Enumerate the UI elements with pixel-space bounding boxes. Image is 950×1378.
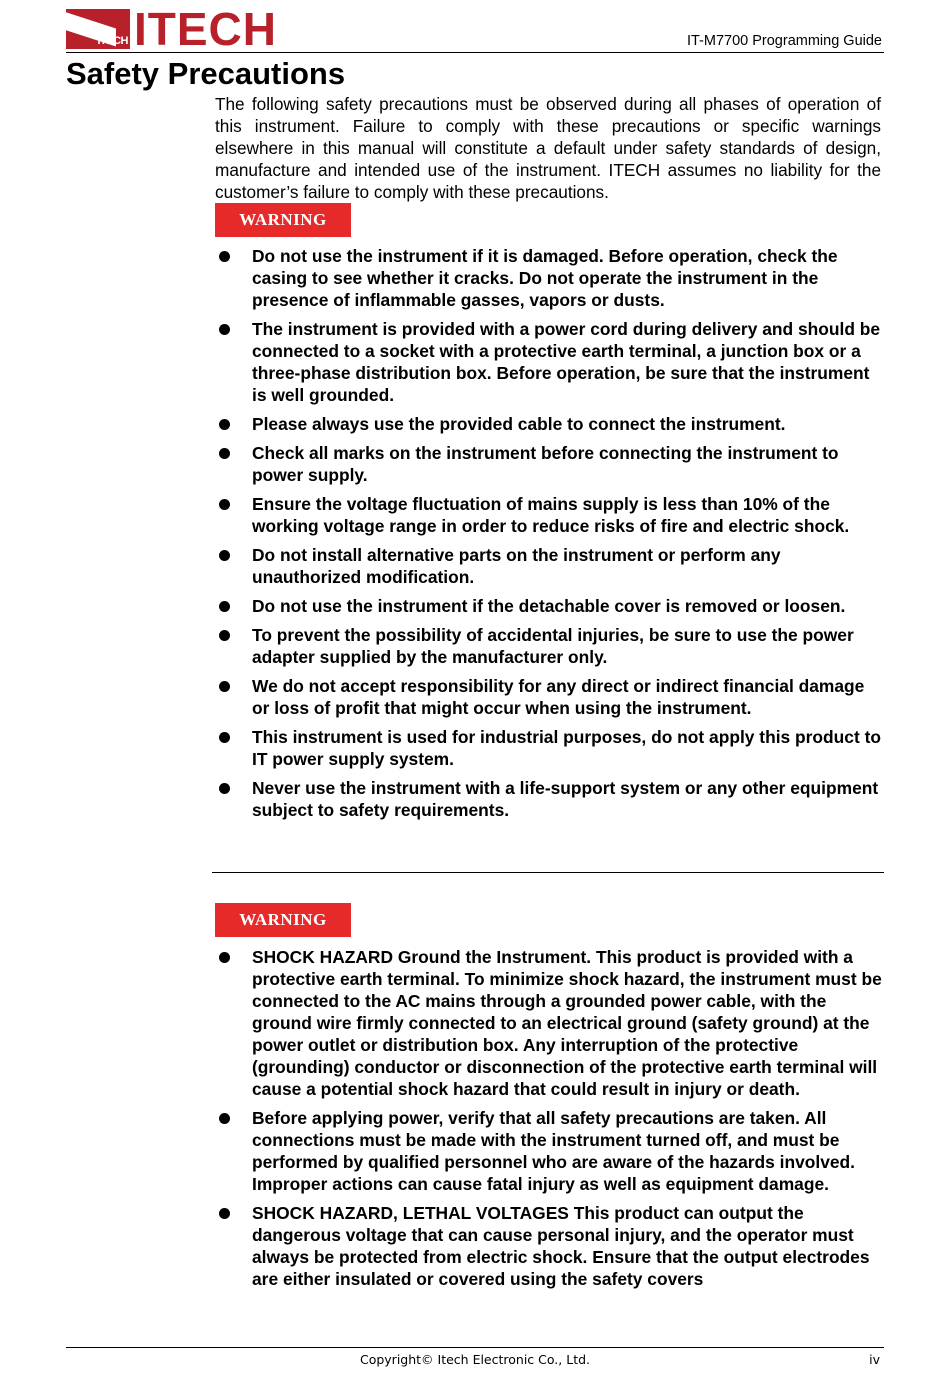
itech-logo xyxy=(66,3,277,55)
bullet-icon xyxy=(219,601,230,612)
list-item: SHOCK HAZARD, LETHAL VOLTAGES This product can output the dangerous voltage that can cause personal injury, and the operator must always be protected from electric shock. Ensure that the output electrodes are either insulated or covered using the safety covers xyxy=(215,1202,885,1290)
bullet-icon xyxy=(219,499,230,510)
logo-small-text: ITECH xyxy=(97,35,128,47)
page-title: Safety Precautions xyxy=(66,56,346,91)
bullet-icon xyxy=(219,1113,230,1124)
bullet-icon xyxy=(219,419,230,430)
document-title: IT-M7700 Programming Guide xyxy=(686,33,882,49)
bullet-icon xyxy=(219,630,230,641)
warning-badge-2: WARNING xyxy=(215,903,351,937)
bullet-icon xyxy=(219,732,230,743)
list-item: Do not use the instrument if the detachable cover is removed or loosen. xyxy=(215,595,885,617)
list-item: To prevent the possibility of accidental injuries, be sure to use the power adapter supplied by the manufacturer only. xyxy=(215,624,885,668)
list-item: The instrument is provided with a power cord during delivery and should be connected to a socket with a protective earth terminal, a junction box or a three-phase distribution box. Before operation, be sure that the instrument is well grounded. xyxy=(215,318,885,406)
bullet-icon xyxy=(219,952,230,963)
bullet-icon xyxy=(219,251,230,262)
footer-divider xyxy=(66,1347,884,1348)
logo-badge xyxy=(66,9,130,49)
section-divider xyxy=(212,872,884,873)
bullet-icon xyxy=(219,324,230,335)
bullet-icon xyxy=(219,681,230,692)
bullet-icon xyxy=(219,550,230,561)
list-item: Never use the instrument with a life-support system or any other equipment subject to safety requirements. xyxy=(215,777,885,821)
list-item: This instrument is used for industrial purposes, do not apply this product to IT power supply system. xyxy=(215,726,885,770)
copyright-text: Copyright© Itech Electronic Co., Ltd. xyxy=(359,1352,591,1367)
list-item: Check all marks on the instrument before connecting the instrument to power supply. xyxy=(215,442,885,486)
bullet-icon xyxy=(219,783,230,794)
bullet-icon xyxy=(219,1208,230,1219)
page-number: iv xyxy=(869,1352,880,1367)
header-divider xyxy=(66,52,884,53)
warning-list-2 xyxy=(215,946,885,1297)
bullet-icon xyxy=(219,448,230,459)
warning-list-1 xyxy=(215,245,885,828)
list-item: Do not use the instrument if it is damaged. Before operation, check the casing to see whether it cracks. Do not operate the instrument in the presence of inflammable gasses, vapors or dusts. xyxy=(215,245,885,311)
list-item: Do not install alternative parts on the instrument or perform any unauthorized modification. xyxy=(215,544,885,588)
logo-wordmark: ITECH xyxy=(134,3,277,55)
list-item: Please always use the provided cable to connect the instrument. xyxy=(215,413,885,435)
list-item: Ensure the voltage fluctuation of mains supply is less than 10% of the working voltage range in order to reduce risks of fire and electric shock. xyxy=(215,493,885,537)
intro-paragraph: The following safety precautions must be observed during all phases of operation of this instrument. Failure to comply with these precautions or specific warnings elsewhere in this manual will constitute a default under safety standards of design, manufacture and intended use of the instrument. ITECH assumes no liability for the customer’s failure to comply with these precautions. xyxy=(215,94,881,202)
list-item: We do not accept responsibility for any direct or indirect financial damage or loss of profit that might occur when using the instrument. xyxy=(215,675,885,719)
list-item: SHOCK HAZARD Ground the Instrument. This product is provided with a protective earth terminal. To minimize shock hazard, the instrument must be connected to the AC mains through a grounded power cable, with the ground wire firmly connected to an electrical ground (safety ground) at the power outlet or distribution box. Any interruption of the protective (grounding) conductor or disconnection of the protective earth terminal will cause a potential shock hazard that could result in injury or death. xyxy=(215,946,885,1100)
list-item: Before applying power, verify that all safety precautions are taken. All connections must be made with the instrument turned off, and must be performed by qualified personnel who are aware of the hazards involved. Improper actions can cause fatal injury as well as equipment damage. xyxy=(215,1107,885,1195)
warning-badge-1: WARNING xyxy=(215,203,351,237)
